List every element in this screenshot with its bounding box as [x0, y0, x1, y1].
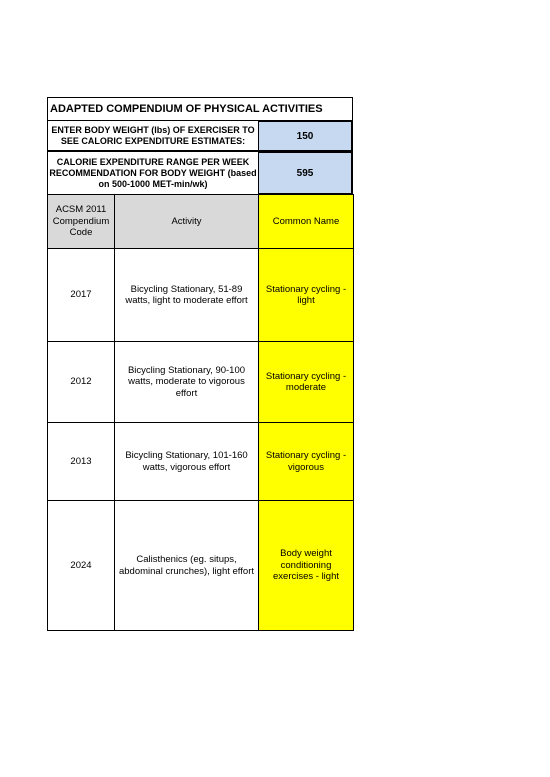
- cell-activity[interactable]: Calisthenics (eg. situps, abdominal crunches), light effort: [115, 501, 259, 631]
- sheet-title: ADAPTED COMPENDIUM OF PHYSICAL ACTIVITIES: [47, 97, 353, 120]
- cell-activity[interactable]: Bicycling Stationary, 90-100 watts, moderate to vigorous effort: [115, 342, 259, 423]
- cell-common-name[interactable]: Stationary cycling - light: [259, 249, 354, 342]
- table-row: [48, 342, 354, 423]
- header-code: ACSM 2011 Compendium Code: [48, 195, 115, 249]
- table-row: [48, 423, 354, 501]
- body-weight-row: [47, 120, 353, 151]
- cell-activity[interactable]: Bicycling Stationary, 51-89 watts, light to moderate effort: [115, 249, 259, 342]
- header-activity: Activity: [115, 195, 259, 249]
- calorie-range-label: CALORIE EXPENDITURE RANGE PER WEEK RECOMMENDATION FOR BODY WEIGHT (based on 500-1000 MET-min/wk): [49, 156, 257, 189]
- table-row: [48, 249, 354, 342]
- body-weight-label: ENTER BODY WEIGHT (lbs) OF EXERCISER TO SEE CALORIC EXPENDITURE ESTIMATES:: [48, 121, 258, 151]
- calorie-range-value: 595: [258, 152, 352, 194]
- header-common-name: Common Name: [259, 195, 354, 249]
- cell-common-name[interactable]: Stationary cycling - moderate: [259, 342, 354, 423]
- body-weight-input[interactable]: 150: [258, 121, 352, 151]
- calorie-range-row: [47, 151, 353, 194]
- cell-code[interactable]: 2017: [48, 249, 115, 342]
- table-header: [48, 195, 354, 249]
- cell-code[interactable]: 2013: [48, 423, 115, 501]
- cell-activity[interactable]: Bicycling Stationary, 101-160 watts, vigorous effort: [115, 423, 259, 501]
- activity-table: [47, 194, 354, 631]
- cell-code[interactable]: 2024: [48, 501, 115, 631]
- table-row: [48, 501, 354, 631]
- cell-common-name[interactable]: Body weight conditioning exercises - light: [259, 501, 354, 631]
- cell-common-name[interactable]: Stationary cycling - vigorous: [259, 423, 354, 501]
- cell-code[interactable]: 2012: [48, 342, 115, 423]
- spreadsheet: [47, 97, 353, 631]
